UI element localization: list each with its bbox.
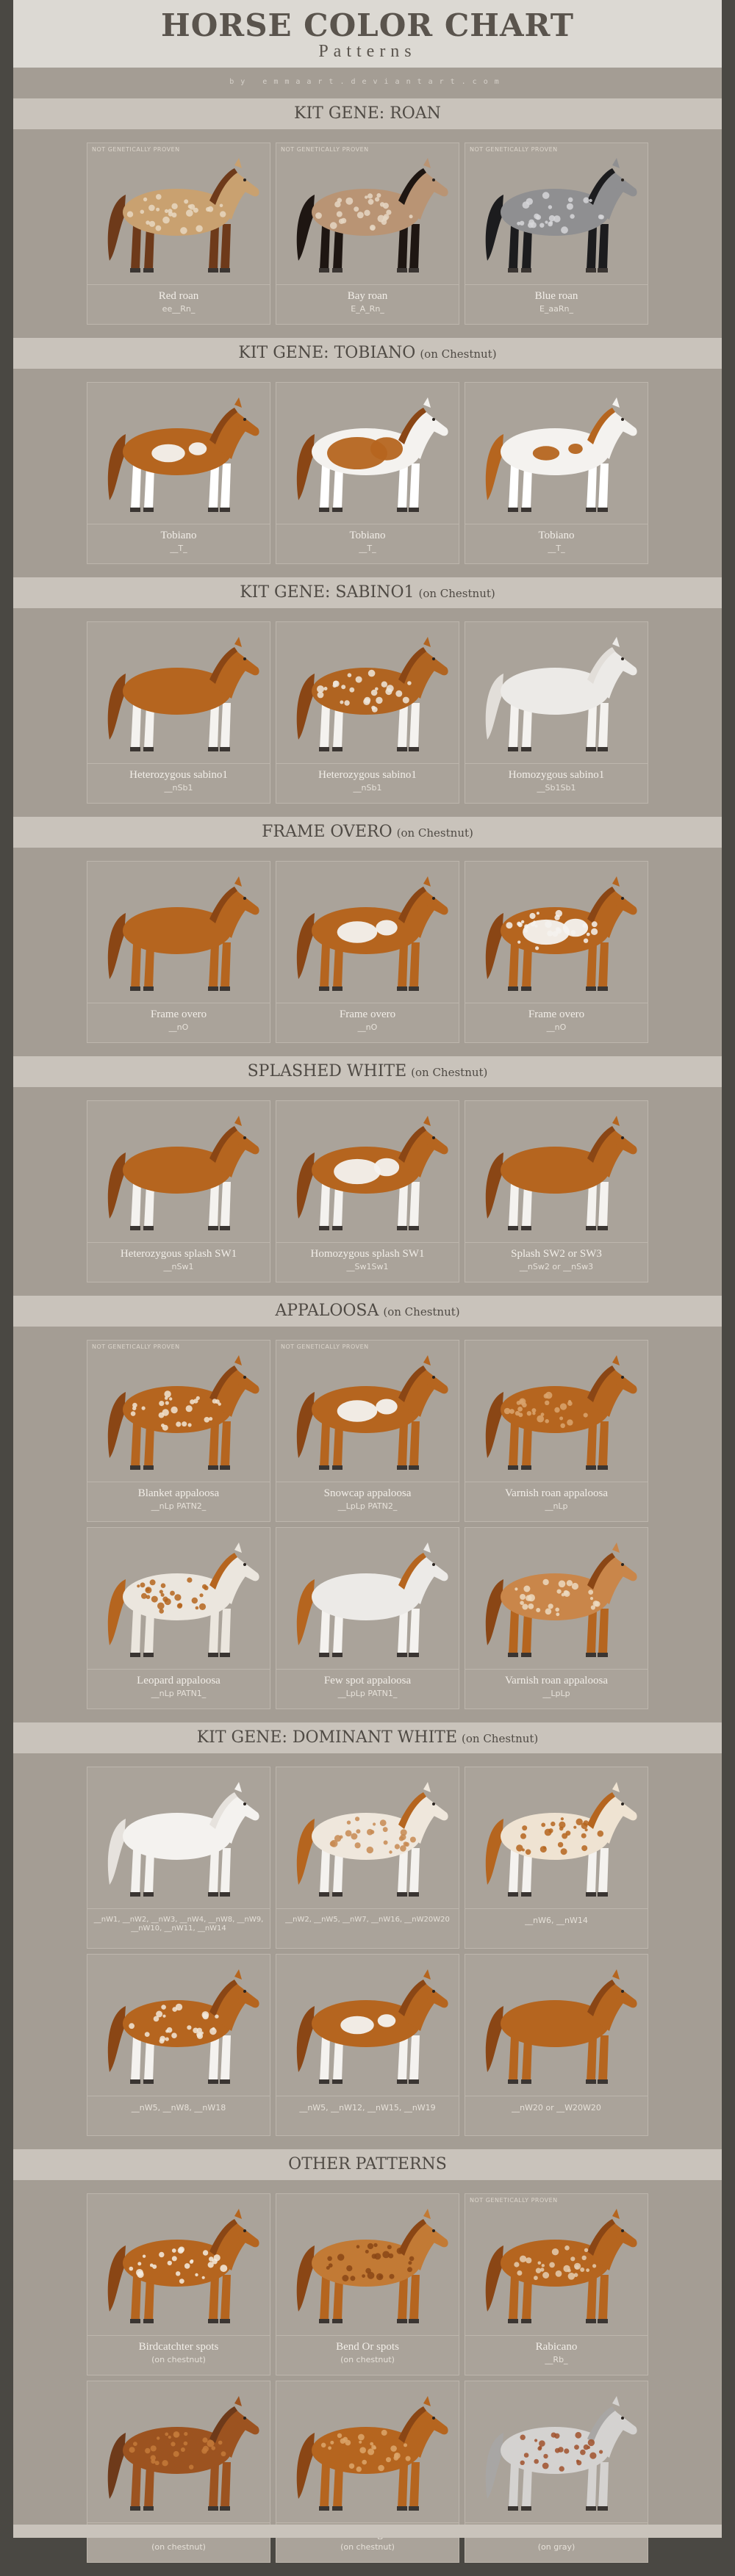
horse-illustration xyxy=(87,1341,270,1482)
horse-illustration xyxy=(87,1528,270,1669)
genotype-label: __nSw2 or __nSw3 xyxy=(519,1262,594,1271)
card-caption xyxy=(468,1914,645,1925)
pattern-name: Bay roan xyxy=(347,290,388,302)
genotype-label: ee__Rn_ xyxy=(162,304,196,314)
horse-illustration xyxy=(465,1528,648,1669)
genotype-label: __nW20 or __W20W20 xyxy=(512,2103,601,2113)
horse-art xyxy=(87,2194,270,2336)
card-caption xyxy=(90,1487,267,1511)
genotype-label: __LpLp PATN1_ xyxy=(337,1689,398,1698)
section-title-text: KIT GENE: ROAN xyxy=(294,104,441,123)
horse-card xyxy=(276,1527,459,1709)
horse-illustration xyxy=(276,143,459,284)
card-caption xyxy=(279,1487,456,1511)
section-note: (on Chestnut) xyxy=(462,1732,539,1745)
horse-art xyxy=(465,2194,648,2336)
horse-illustration xyxy=(87,1955,270,2096)
pattern-name: Tobiano xyxy=(160,530,197,541)
horse-illustration xyxy=(276,2381,459,2522)
sections xyxy=(13,98,722,2576)
genotype-label: (on gray) xyxy=(537,2542,576,2552)
horse-card xyxy=(276,1954,459,2136)
genotype-label: __nW5, __nW12, __nW15, __nW19 xyxy=(299,2103,436,2113)
horse-art xyxy=(465,622,648,764)
horse-card xyxy=(87,1527,270,1709)
section-title xyxy=(13,817,722,848)
genotype-label: E_A_Rn_ xyxy=(351,304,384,314)
horse-art xyxy=(276,1101,459,1243)
section-note: (on Chestnut) xyxy=(411,1066,488,1079)
horse-card xyxy=(276,861,459,1043)
section-title xyxy=(13,2149,722,2180)
horse-art xyxy=(87,622,270,764)
card-caption xyxy=(468,1248,645,1271)
card-caption xyxy=(279,769,456,793)
pattern-name: Blanket appaloosa xyxy=(137,1487,220,1499)
card-caption xyxy=(468,1009,645,1032)
horse-art xyxy=(276,862,459,1003)
horse-illustration xyxy=(465,2381,648,2522)
horse-card xyxy=(465,2193,648,2375)
pattern-name: Homozygous splash SW1 xyxy=(310,1248,425,1260)
genotype-label: __nO xyxy=(546,1022,567,1032)
horse-art xyxy=(87,1767,270,1909)
horse-art xyxy=(276,2194,459,2336)
card-caption xyxy=(279,1009,456,1032)
horse-art xyxy=(87,1955,270,2096)
horse-illustration xyxy=(87,2381,270,2522)
section-grid xyxy=(13,129,722,338)
pattern-name: Few spot appaloosa xyxy=(323,1675,412,1686)
horse-card xyxy=(87,2193,270,2375)
horse-art xyxy=(276,383,459,524)
section-grid xyxy=(13,1753,722,2149)
horse-illustration xyxy=(465,2194,648,2335)
horse-card xyxy=(87,1340,270,1522)
horse-card xyxy=(276,1100,459,1282)
horse-illustration xyxy=(87,1767,270,1908)
genotype-label: (on chestnut) xyxy=(340,2542,395,2552)
horse-art xyxy=(87,143,270,285)
horse-art xyxy=(465,1767,648,1909)
horse-illustration xyxy=(276,1528,459,1669)
horse-illustration xyxy=(276,862,459,1003)
horse-card xyxy=(465,1767,648,1949)
pattern-name: Homozygous sabino1 xyxy=(508,769,605,781)
horse-illustration xyxy=(87,862,270,1003)
horse-art xyxy=(276,1528,459,1670)
genotype-label: __Sb1Sb1 xyxy=(537,783,576,793)
genotype-label: __nW6, __nW14 xyxy=(525,1916,588,1925)
horse-art xyxy=(87,1341,270,1482)
horse-card xyxy=(465,382,648,564)
artist-credit: by emmaart.deviantart.com xyxy=(229,78,506,86)
horse-card xyxy=(465,142,648,325)
card-caption xyxy=(468,530,645,553)
genotype-label: __Sw1Sw1 xyxy=(346,1262,389,1271)
pattern-name: Rabicano xyxy=(535,2341,578,2353)
horse-card xyxy=(465,1954,648,2136)
genotype-label: (on chestnut) xyxy=(151,2542,206,2552)
section-title-text: FRAME OVERO xyxy=(262,823,392,841)
pattern-name: Frame overo xyxy=(339,1009,396,1020)
pattern-name: Blue roan xyxy=(534,290,578,302)
card-caption xyxy=(279,1914,456,1924)
genotype-label: __nSb1 xyxy=(164,783,193,793)
horse-illustration xyxy=(276,383,459,524)
card-caption xyxy=(90,290,267,314)
card-caption xyxy=(279,2341,456,2364)
page-title: HORSE COLOR CHART xyxy=(161,7,574,43)
horse-card xyxy=(87,142,270,325)
section-title-text: KIT GENE: TOBIANO xyxy=(238,344,416,362)
pattern-name: Tobiano xyxy=(349,530,386,541)
section-note: (on Chestnut) xyxy=(396,826,473,840)
genotype-label: __nSb1 xyxy=(353,783,382,793)
horse-art xyxy=(465,1955,648,2096)
genotype-label: __LpLp PATN2_ xyxy=(337,1501,398,1511)
card-caption xyxy=(468,1675,645,1698)
horse-card xyxy=(276,142,459,325)
card-caption xyxy=(468,290,645,314)
card-caption xyxy=(279,530,456,553)
horse-card xyxy=(87,1767,270,1949)
horse-illustration xyxy=(465,862,648,1003)
section-grid xyxy=(13,1327,722,1722)
pattern-name: Frame overo xyxy=(528,1009,585,1020)
genotype-label: __T_ xyxy=(170,544,187,553)
pattern-name: Varnish roan appaloosa xyxy=(505,1675,608,1686)
card-caption xyxy=(279,2101,456,2113)
section-note: (on Chestnut) xyxy=(418,587,495,600)
horse-card xyxy=(276,621,459,804)
horse-illustration xyxy=(276,1101,459,1242)
section-grid xyxy=(13,848,722,1056)
card-caption xyxy=(279,1675,456,1698)
pattern-name: Varnish roan appaloosa xyxy=(505,1487,608,1499)
horse-illustration xyxy=(465,1767,648,1908)
not-proven-tag: NOT GENETICALLY PROVEN xyxy=(470,146,558,153)
card-caption xyxy=(90,769,267,793)
pattern-name: Heterozygous sabino1 xyxy=(129,769,228,781)
genotype-label: __Rb_ xyxy=(545,2355,568,2364)
horse-art xyxy=(87,1528,270,1670)
horse-card xyxy=(465,1527,648,1709)
not-proven-tag: NOT GENETICALLY PROVEN xyxy=(470,2197,558,2204)
horse-art xyxy=(465,1101,648,1243)
horse-card xyxy=(87,382,270,564)
genotype-label: __nO xyxy=(168,1022,189,1032)
card-caption xyxy=(279,290,456,314)
section-note: (on Chestnut) xyxy=(383,1305,460,1318)
pattern-name: Heterozygous splash SW1 xyxy=(120,1248,237,1260)
horse-illustration xyxy=(276,2194,459,2335)
genotype-label: __LpLp xyxy=(542,1689,570,1698)
horse-art xyxy=(465,862,648,1003)
not-proven-tag: NOT GENETICALLY PROVEN xyxy=(281,146,369,153)
genotype-label: __nW5, __nW8, __nW18 xyxy=(131,2103,226,2113)
horse-art xyxy=(276,143,459,285)
horse-art xyxy=(276,622,459,764)
genotype-label: (on chestnut) xyxy=(151,2355,206,2364)
horse-illustration xyxy=(87,622,270,763)
horse-card xyxy=(276,2193,459,2375)
pattern-name: Bend Or spots xyxy=(336,2341,399,2353)
horse-card xyxy=(87,1100,270,1282)
horse-card xyxy=(276,382,459,564)
horse-card xyxy=(276,1767,459,1949)
horse-art xyxy=(87,383,270,524)
chart-page xyxy=(13,0,722,2552)
header xyxy=(13,0,722,68)
horse-card xyxy=(465,861,648,1043)
horse-card xyxy=(276,1340,459,1522)
horse-card xyxy=(465,1100,648,1282)
card-caption xyxy=(90,2341,267,2364)
horse-illustration xyxy=(465,1955,648,2096)
horse-art xyxy=(465,143,648,285)
section-title xyxy=(13,1296,722,1327)
section-title xyxy=(13,98,722,129)
horse-art xyxy=(465,2381,648,2523)
horse-card xyxy=(87,861,270,1043)
horse-illustration xyxy=(87,1101,270,1242)
horse-art xyxy=(465,1528,648,1670)
card-caption xyxy=(90,1675,267,1698)
genotype-label: (on chestnut) xyxy=(340,2355,395,2364)
section-title-text: KIT GENE: DOMINANT WHITE xyxy=(196,1728,458,1747)
genotype-label: __T_ xyxy=(548,544,565,553)
section-note: (on Chestnut) xyxy=(420,347,497,361)
genotype-label: __nO xyxy=(357,1022,378,1032)
horse-illustration xyxy=(465,143,648,284)
horse-art xyxy=(87,2381,270,2523)
horse-art xyxy=(465,1341,648,1482)
horse-card xyxy=(87,1954,270,2136)
section-title xyxy=(13,338,722,369)
genotype-label: E_aaRn_ xyxy=(539,304,574,314)
genotype-label: __nLp PATN2_ xyxy=(151,1501,207,1511)
horse-illustration xyxy=(87,383,270,524)
section-title-text: APPALOOSA xyxy=(275,1302,379,1320)
card-caption xyxy=(90,2101,267,2113)
section-title-text: KIT GENE: SABINO1 xyxy=(240,583,415,602)
horse-illustration xyxy=(276,1955,459,2096)
horse-art xyxy=(465,383,648,524)
pattern-name: Frame overo xyxy=(150,1009,207,1020)
horse-illustration xyxy=(465,1341,648,1482)
card-caption xyxy=(90,1914,267,1933)
section-title xyxy=(13,1722,722,1753)
horse-art xyxy=(87,1101,270,1243)
section-grid xyxy=(13,1087,722,1296)
page-subtitle: Patterns xyxy=(318,42,417,61)
horse-illustration xyxy=(276,1341,459,1482)
horse-card xyxy=(465,621,648,804)
not-proven-tag: NOT GENETICALLY PROVEN xyxy=(92,146,180,153)
genotype-label: __nLp xyxy=(545,1501,568,1511)
section-title xyxy=(13,1056,722,1087)
card-caption xyxy=(468,2341,645,2364)
card-caption xyxy=(90,1248,267,1271)
card-caption xyxy=(279,1248,456,1271)
pattern-name: Heterozygous sabino1 xyxy=(318,769,417,781)
horse-art xyxy=(276,1341,459,1482)
card-caption xyxy=(468,1487,645,1511)
horse-art xyxy=(276,1767,459,1909)
horse-illustration xyxy=(465,383,648,524)
section-grid xyxy=(13,2180,722,2576)
horse-art xyxy=(276,2381,459,2523)
horse-illustration xyxy=(87,143,270,284)
genotype-label: __nW1, __nW2, __nW3, __nW4, __nW8, __nW9, __nW10, __nW11, __nW14 xyxy=(93,1916,264,1933)
horse-art xyxy=(276,1955,459,2096)
section-title xyxy=(13,577,722,608)
not-proven-tag: NOT GENETICALLY PROVEN xyxy=(281,1343,369,1350)
section-title-text: OTHER PATTERNS xyxy=(288,2155,447,2173)
horse-illustration xyxy=(465,622,648,763)
pattern-name: Red roan xyxy=(158,290,199,302)
horse-card xyxy=(87,621,270,804)
section-title-text: SPLASHED WHITE xyxy=(247,1062,407,1080)
horse-illustration xyxy=(87,2194,270,2335)
horse-illustration xyxy=(276,622,459,763)
pattern-name: Snowcap appaloosa xyxy=(323,1487,412,1499)
card-caption xyxy=(468,769,645,793)
section-grid xyxy=(13,608,722,817)
genotype-label: __nSw1 xyxy=(163,1262,194,1271)
horse-illustration xyxy=(276,1767,459,1908)
pattern-name: Birdcatchter spots xyxy=(138,2341,219,2353)
pattern-name: Tobiano xyxy=(538,530,575,541)
card-caption xyxy=(90,1009,267,1032)
footer-band xyxy=(13,2525,722,2538)
pattern-name: Leopard appaloosa xyxy=(137,1675,220,1686)
not-proven-tag: NOT GENETICALLY PROVEN xyxy=(92,1343,180,1350)
genotype-label: __nLp PATN1_ xyxy=(151,1689,207,1698)
card-caption xyxy=(90,530,267,553)
pattern-name: Splash SW2 or SW3 xyxy=(511,1248,602,1260)
horse-card xyxy=(465,1340,648,1522)
genotype-label: __T_ xyxy=(359,544,376,553)
genotype-label: __nW2, __nW5, __nW7, __nW16, __nW20W20 xyxy=(285,1916,450,1924)
horse-illustration xyxy=(465,1101,648,1242)
horse-art xyxy=(87,862,270,1003)
section-grid xyxy=(13,369,722,577)
card-caption xyxy=(468,2101,645,2113)
